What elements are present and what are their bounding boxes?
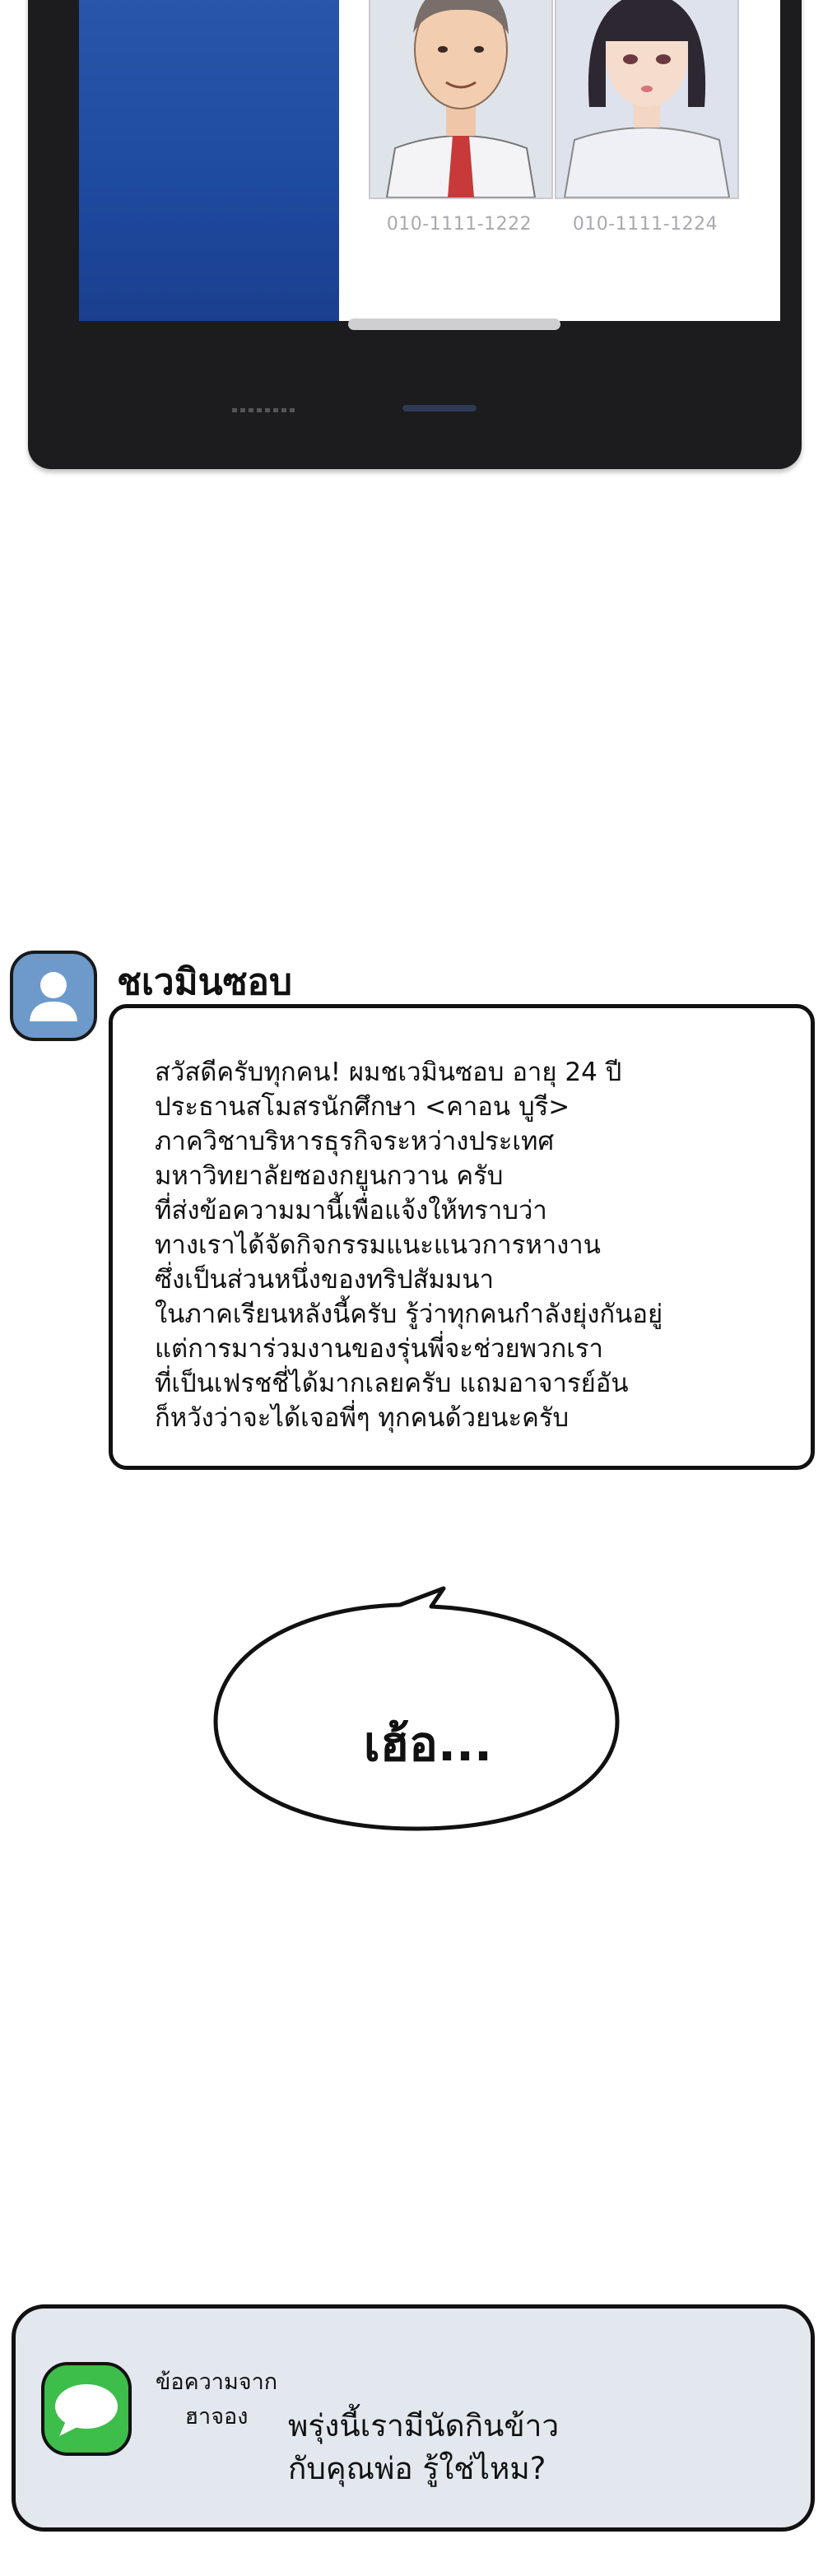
chat-line: มหาวิทยาลัยซองกยูนกวาน ครับ (155, 1161, 504, 1191)
chat-line: ในภาคเรียนหลังนี้ครับ รู้ว่าทุกคนกำลังยุ่งกันอยู่ (155, 1300, 663, 1329)
notification-from-label: ข้อความจาก (155, 2369, 278, 2395)
notification-sender (138, 2365, 295, 2434)
notification-message (288, 2405, 782, 2490)
home-indicator-bar[interactable] (348, 319, 560, 330)
notification-message-line: พรุ่งนี้เรามีนัดกินข้าว (288, 2408, 560, 2443)
chat-line: ซึ่งเป็นส่วนหนึ่งของทริปสัมมนา (155, 1265, 495, 1295)
chat-line: ประธานสโมสรนักศึกษา <คาอน บูรี> (155, 1092, 570, 1122)
chat-line: ภาควิชาบริหารธุรกิจระหว่างประเทศ (155, 1127, 555, 1156)
message-bubble-icon (41, 2362, 132, 2456)
phone-screen (79, 0, 780, 321)
contact-photo-woman[interactable] (555, 0, 739, 199)
blue-wallpaper-panel (79, 0, 339, 321)
chat-line: ทางเราได้จัดกิจกรรมแนะแนวการหางาน (155, 1230, 601, 1260)
chat-line: ก็หวังว่าจะได้เจอพี่ๆ ทุกคนด้วยนะครับ (155, 1403, 570, 1433)
charging-port (402, 405, 477, 412)
notification-message-line: กับคุณพ่อ รู้ใช่ไหม? (288, 2451, 546, 2486)
notification-from-name: ฮาจอง (184, 2404, 249, 2430)
contact-photo-man[interactable] (369, 0, 553, 199)
chat-line: ที่ส่งข้อความมานี้เพื่อแจ้งให้ทราบว่า (155, 1196, 547, 1225)
contact-number-1: 010-1111-1222 (386, 214, 532, 235)
chat-message-text (155, 1055, 780, 1435)
chat-line: ที่เป็นเฟรชชี่ได้มากเลยครับ แถมอาจารย์อัน (155, 1369, 629, 1398)
chat-line: สวัสดีครับทุกคน! ผมชเวมินซอบ อายุ 24 ปี (155, 1058, 622, 1087)
sender-name: ชเวมินซอบ (117, 961, 292, 1003)
chat-line: แต่การมาร่วมงานของรุ่นพี่จะช่วยพวกเรา (155, 1334, 603, 1364)
smartphone (28, 0, 802, 469)
speaker-grill (232, 408, 298, 412)
contact-number-2: 010-1111-1224 (572, 214, 718, 235)
avatar-icon (10, 951, 97, 1041)
speech-bubble-text: เฮ้อ... (363, 1716, 493, 1772)
